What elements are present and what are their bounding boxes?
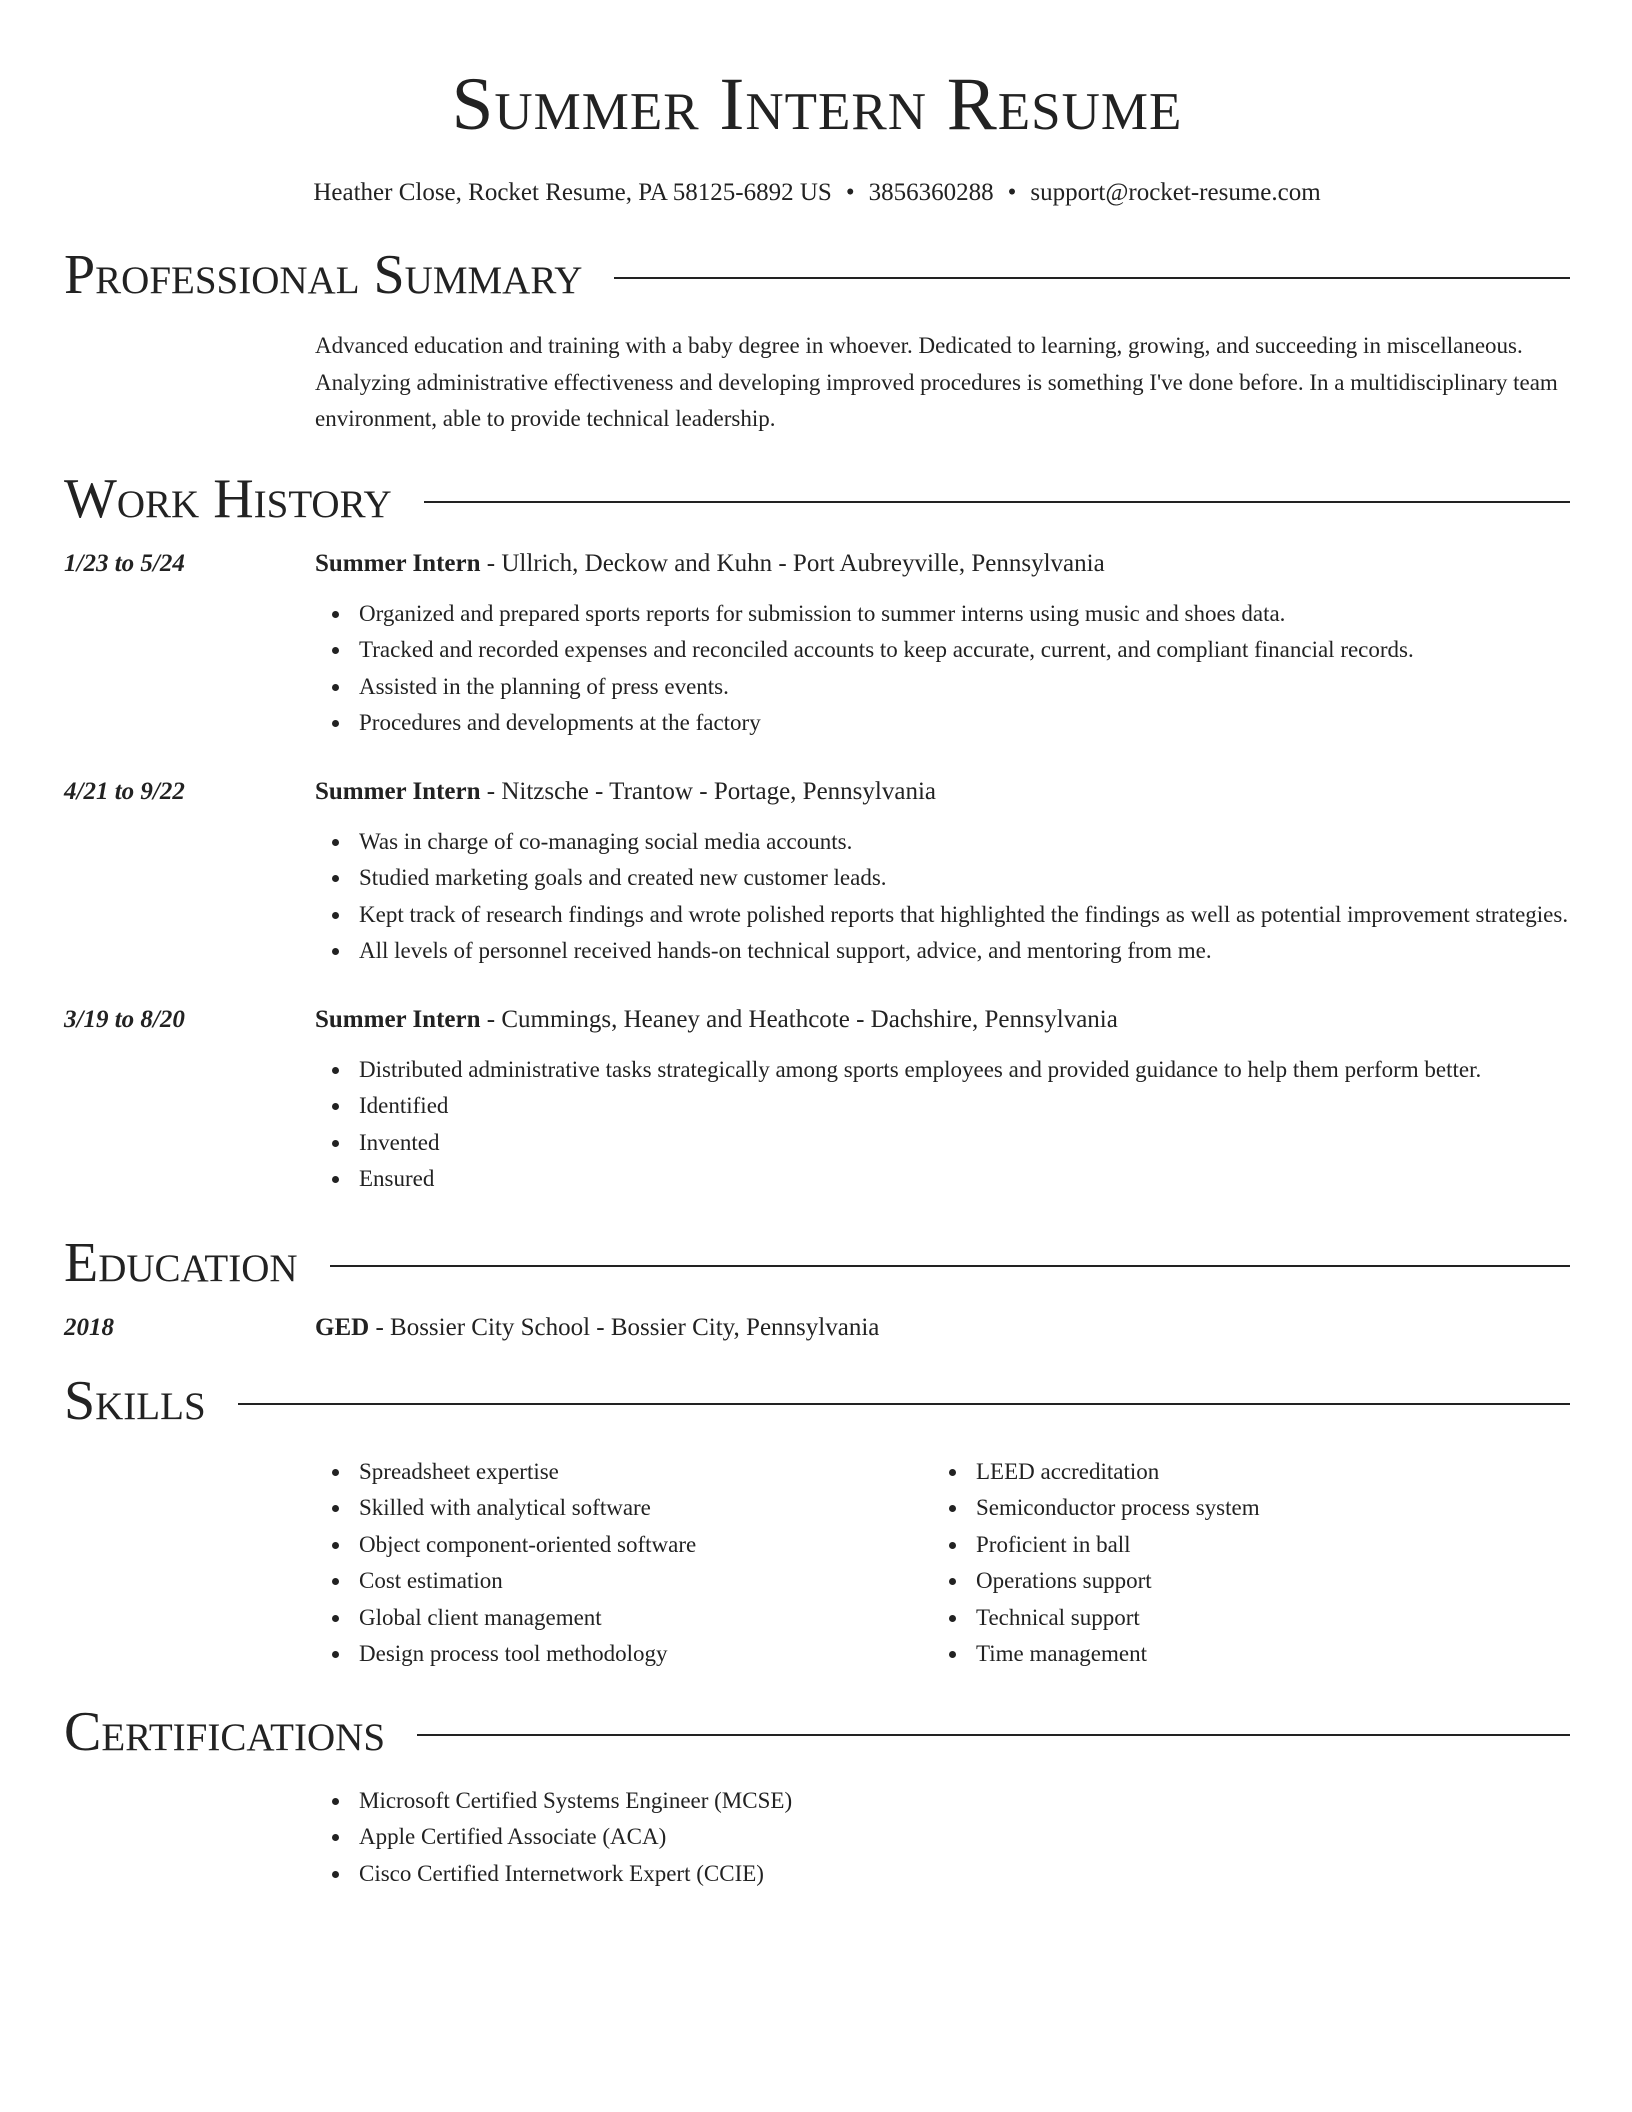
skill-item: Time management xyxy=(976,1636,1549,1673)
skills-column-left xyxy=(315,1454,932,1673)
skill-item: Cost estimation xyxy=(359,1563,932,1600)
certifications-block xyxy=(315,1783,1570,1893)
skill-item: Technical support xyxy=(976,1600,1549,1637)
skills-grid xyxy=(315,1454,1570,1673)
skill-item: Skilled with analytical software xyxy=(359,1490,932,1527)
skill-item: Proficient in ball xyxy=(976,1527,1549,1564)
job-details: - Cummings, Heaney and Heathcote - Dachshire, Pennsylvania xyxy=(480,1005,1118,1033)
job-bullet: Assisted in the planning of press events. xyxy=(359,669,1570,706)
job-details: - Ullrich, Deckow and Kuhn - Port Aubreyville, Pennsylvania xyxy=(480,549,1105,577)
education-main xyxy=(315,1310,1570,1346)
summary-heading: Professional Summary xyxy=(64,244,583,306)
job-bullet: Was in charge of co-managing social media accounts. xyxy=(359,824,1570,861)
certifications-heading: Certifications xyxy=(64,1700,386,1763)
education-entry xyxy=(64,1310,1570,1346)
certifications-section-header xyxy=(64,1699,1570,1765)
resume-title: Summer Intern Resume xyxy=(451,63,1183,146)
job-details: - Nitzsche - Trantow - Portage, Pennsylvania xyxy=(480,777,936,805)
job-bullet: Identified xyxy=(359,1088,1570,1125)
job-bullet: Procedures and developments at the factory xyxy=(359,705,1570,742)
summary-section-header xyxy=(64,242,1570,308)
job-bullets xyxy=(315,824,1570,970)
job-bullet: Invented xyxy=(359,1125,1570,1162)
section-divider xyxy=(424,501,1570,503)
skills-heading: Skills xyxy=(64,1369,206,1432)
job-bullet: Ensured xyxy=(359,1161,1570,1198)
certification-item: Cisco Certified Internetwork Expert (CCIE) xyxy=(359,1856,1570,1893)
section-divider xyxy=(417,1734,1570,1736)
certification-item: Apple Certified Associate (ACA) xyxy=(359,1819,1570,1856)
job-bullet: All levels of personnel received hands-on technical support, advice, and mentoring from me. xyxy=(359,933,1570,970)
job-title: Summer Intern xyxy=(315,1005,481,1033)
work-section-header xyxy=(64,466,1570,532)
job-entry xyxy=(64,774,1570,970)
contact-line xyxy=(64,178,1570,208)
job-main xyxy=(315,774,1570,970)
education-section-header xyxy=(64,1230,1570,1296)
job-bullet: Organized and prepared sports reports for submission to summer interns using music and shoes data. xyxy=(359,596,1570,633)
job-heading xyxy=(315,774,1570,810)
job-bullet: Kept track of research findings and wrote polished reports that highlighted the findings as well as potential improvement strategies. xyxy=(359,897,1570,934)
education-degree: GED xyxy=(315,1313,370,1341)
job-heading xyxy=(315,1002,1570,1038)
job-bullets xyxy=(315,596,1570,742)
education-heading-line xyxy=(315,1310,1570,1346)
job-main xyxy=(315,546,1570,742)
skill-item: Design process tool methodology xyxy=(359,1636,932,1673)
summary-text: Advanced education and training with a baby degree in whoever. Dedicated to learning, growing, and succeeding in miscellaneous. Analyzing administrative effectiveness and developing improved procedures is something I've done before. In a multidisciplinary team environment, able to provide technical leadership. xyxy=(315,333,1558,431)
contact-separator: • xyxy=(845,179,855,206)
job-main xyxy=(315,1002,1570,1198)
job-bullet: Studied marketing goals and created new customer leads. xyxy=(359,860,1570,897)
job-bullet: Tracked and recorded expenses and reconciled accounts to keep accurate, current, and compliant financial records. xyxy=(359,632,1570,669)
education-year: 2018 xyxy=(64,1313,114,1341)
education-details: - Bossier City School - Bossier City, Pennsylvania xyxy=(369,1313,880,1341)
job-dates: 1/23 to 5/24 xyxy=(64,549,185,577)
skills-section-header xyxy=(64,1368,1570,1434)
certifications-list xyxy=(315,1783,1570,1893)
skill-item: Operations support xyxy=(976,1563,1549,1600)
skill-item: Semiconductor process system xyxy=(976,1490,1549,1527)
certification-item: Microsoft Certified Systems Engineer (MCSE) xyxy=(359,1783,1570,1820)
job-heading xyxy=(315,546,1570,582)
job-title: Summer Intern xyxy=(315,549,481,577)
work-heading: Work History xyxy=(64,467,392,530)
contact-phone: 3856360288 xyxy=(868,179,994,206)
skills-list xyxy=(315,1454,932,1673)
section-divider xyxy=(330,1265,1570,1267)
education-heading: Education xyxy=(64,1231,298,1294)
skills-column-right xyxy=(932,1454,1549,1673)
skill-item: Object component-oriented software xyxy=(359,1527,932,1564)
section-divider xyxy=(614,277,1570,279)
skill-item: Global client management xyxy=(359,1600,932,1637)
skill-item: LEED accreditation xyxy=(976,1454,1549,1491)
job-dates: 3/19 to 8/20 xyxy=(64,1005,185,1033)
job-entry xyxy=(64,546,1570,742)
resume-page xyxy=(64,0,1570,1892)
job-title: Summer Intern xyxy=(315,777,481,805)
contact-email[interactable]: support@rocket-resume.com xyxy=(1030,179,1321,206)
skill-item: Spreadsheet expertise xyxy=(359,1454,932,1491)
job-dates: 4/21 to 9/22 xyxy=(64,777,185,805)
contact-separator: • xyxy=(1007,179,1017,206)
job-entry xyxy=(64,1002,1570,1198)
contact-address: Heather Close, Rocket Resume, PA 58125-6892 US xyxy=(313,179,832,206)
section-divider xyxy=(238,1403,1570,1405)
skills-list xyxy=(932,1454,1549,1673)
job-bullet: Distributed administrative tasks strategically among sports employees and provided guidance to help them perform better. xyxy=(359,1052,1570,1089)
job-bullets xyxy=(315,1052,1570,1198)
